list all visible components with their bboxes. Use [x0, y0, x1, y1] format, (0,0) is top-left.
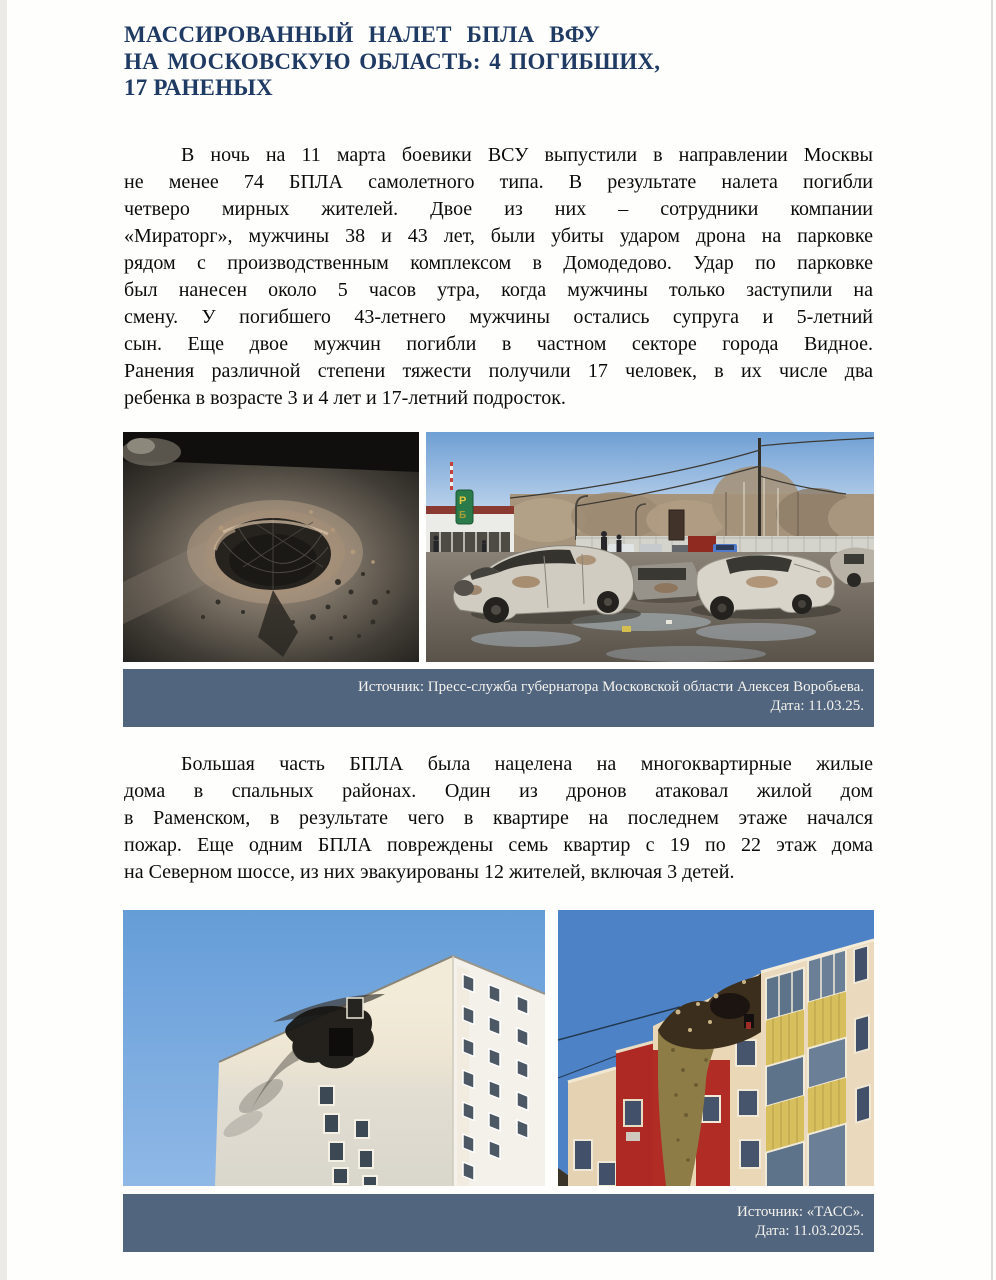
photo-night-crater — [123, 432, 419, 662]
paragraph-line: Ранения различной степени тяжести получили 17 человек, в их числе два — [124, 360, 873, 382]
paragraph-line: «Мираторг», мужчины 38 и 43 лет, были убиты ударом дрона на парковке — [124, 225, 873, 247]
figure-2-photos — [123, 910, 874, 1186]
paragraph-line: не менее 74 БПЛА самолетного типа. В результате налета погибли — [124, 171, 873, 193]
page-left-edge — [0, 0, 7, 1280]
photo-burned-cars — [426, 432, 874, 662]
caption-bar-2 — [123, 1194, 874, 1252]
paragraph-line: на Северном шоссе, из них эвакуированы 12 жителей, включая 3 детей. — [124, 861, 735, 883]
photo-red-facade-strike — [558, 910, 874, 1186]
title-line-2: НА МОСКОВСКУЮ ОБЛАСТЬ: 4 ПОГИБШИХ, — [124, 48, 661, 74]
paragraph-line: дома в спальных районах. Один из дронов атаковал жилой дом — [124, 780, 873, 802]
title-line-1: МАССИРОВАННЫЙ НАЛЕТ БПЛА ВФУ — [124, 22, 601, 47]
caption-source: Источник: «ТАСС». — [736, 1203, 864, 1220]
article-title — [124, 22, 864, 102]
paragraph-residential-damage — [124, 751, 873, 891]
paragraph-line: Большая часть БПЛА была нацелена на многоквартирные жилые — [181, 753, 873, 775]
paragraph-line: четверо мирных жителей. Двое из них – сотрудники компании — [124, 198, 873, 220]
paragraph-line: в Раменском, в результате чего в квартире на последнем этаже начался — [124, 807, 873, 829]
svg-text:Б: Б — [459, 510, 467, 521]
paragraph-line: смену. У погибшего 43-летнего мужчины остались супруга и 5-летний — [124, 306, 873, 328]
page-right-edge — [991, 0, 993, 1280]
caption-date: Дата: 11.03.2025. — [755, 1223, 864, 1239]
photo-white-tower-strike — [123, 910, 545, 1186]
title-line-3: 17 РАНЕНЫХ — [124, 75, 273, 100]
svg-text:Р: Р — [459, 495, 467, 507]
caption-source: Источник: Пресс-служба губернатора Московской области Алексея Воробьева. — [357, 678, 864, 695]
paragraph-line: В ночь на 11 марта боевики ВСУ выпустили в направлении Москвы — [181, 144, 873, 166]
caption-bar-1 — [123, 669, 874, 727]
paragraph-line: сын. Еще двое мужчин погибли в частном секторе города Видное. — [124, 333, 873, 355]
paragraph-line: рядом с производственным комплексом в Домодедово. Удар по парковке — [124, 252, 873, 274]
caption-date: Дата: 11.03.25. — [770, 698, 864, 714]
paragraph-line: пожар. Еще одним БПЛА повреждены семь квартир с 19 по 22 этаж дома — [124, 834, 873, 856]
figure-1-photos — [123, 432, 874, 662]
paragraph-attack-summary — [124, 142, 873, 416]
paragraph-line: был нанесен около 5 часов утра, когда мужчины только заступили на — [124, 279, 873, 301]
paragraph-line: ребенка в возрасте 3 и 4 лет и 17-летний подросток. — [124, 387, 566, 409]
